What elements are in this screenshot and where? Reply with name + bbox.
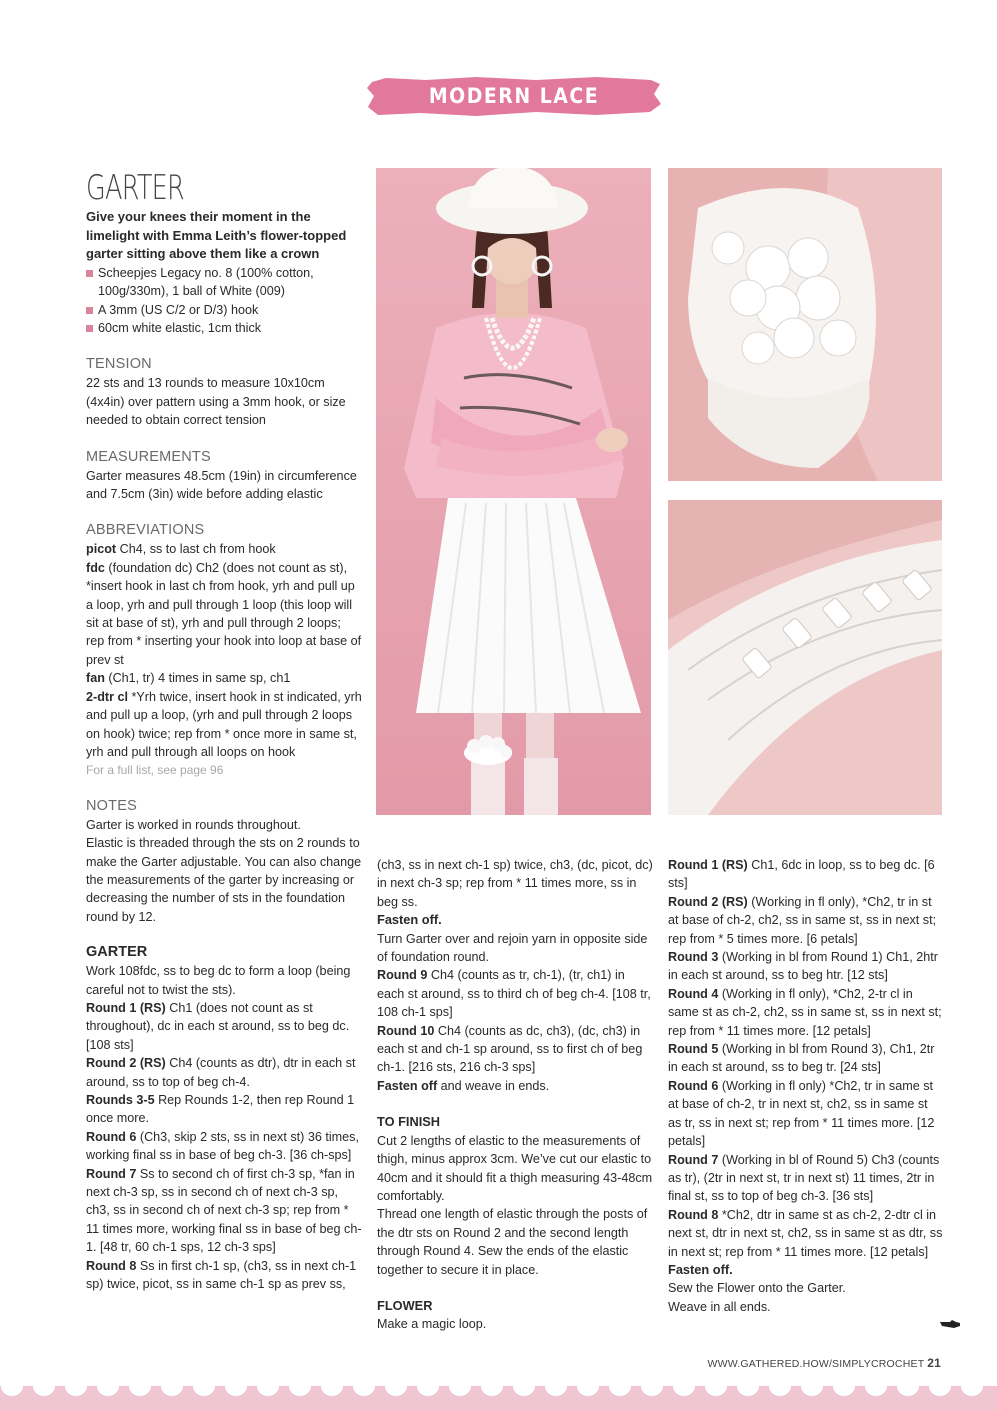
scallop-shape: [289, 1376, 311, 1396]
to-finish-heading: TO FINISH: [377, 1114, 441, 1130]
scallop-shape: [385, 1376, 407, 1396]
flower-round-7: Round 7 (Working in bl of Round 5) Ch3 (counts as tr), (2tr in next st, tr in next st) 11 times, 2tr in final st, ss to top of beg ch-3. [36 sts]: [668, 1152, 940, 1204]
flower-detail-photo: [668, 168, 942, 481]
scallop-shape: [417, 1376, 439, 1396]
scallop-shape: [545, 1376, 567, 1396]
scallop-shape: [33, 1376, 55, 1396]
rounds-3-5: Rounds 3-5 Rep Rounds 1-2, then rep Round 1 once more.: [86, 1093, 355, 1126]
scallop-shape: [577, 1376, 599, 1396]
scallop-shape: [801, 1376, 823, 1396]
finish-text-2: Thread one length of elastic through the posts of the dtr sts on Round 2 and the second length through Round 4. Sew the ends of the elastic together to secure it in place.: [377, 1207, 648, 1277]
garter-intro: Work 108fdc, ss to beg dc to form a loop (being careful not to twist the sts).: [86, 964, 351, 997]
material-item: 60cm white elastic, 1cm thick: [86, 319, 362, 337]
turn-instructions: Turn Garter over and rejoin yarn in opposite side of foundation round.: [377, 931, 648, 965]
abbr-picot: picot Ch4, ss to last ch from hook: [86, 542, 276, 557]
scallop-shape: [449, 1376, 471, 1396]
scallop-shape: [65, 1376, 87, 1396]
scallop-shape: [737, 1376, 759, 1396]
sew-instructions: Sew the Flower onto the Garter.: [668, 1281, 846, 1296]
banner-title: MODERN LACE COLLECTION: [428, 84, 600, 152]
flower-round-4: Round 4 (Working in fl only), *Ch2, 2-tr cl in same st as ch-2, ch2, ss in same st, ss in next st; rep from * 11 times more. [12 petals]: [668, 986, 942, 1038]
material-item: Scheepjes Legacy no. 8 (100% cotton, 100g/330m), 1 ball of White (009): [86, 264, 362, 301]
lace-detail-photo: [668, 500, 942, 815]
tension-text: 22 sts and 13 rounds to measure 10x10cm (4x4in) over pattern using a 3mm hook, or size needed to obtain correct tension: [86, 376, 346, 428]
materials-list: [86, 264, 362, 338]
round-1: Round 1 (RS) Ch1 (does not count as st throughout), dc in each st around, ss to beg dc. [108 sts]: [86, 1000, 350, 1052]
footer-url[interactable]: WWW.GATHERED.HOW/SIMPLYCROCHET: [707, 1358, 925, 1370]
flower-illustration: [668, 168, 942, 481]
fasten-off-weave: Fasten off and weave in ends.: [377, 1078, 550, 1093]
scallop-shape: [321, 1376, 343, 1396]
notes-text: Garter is worked in rounds throughout.: [86, 817, 301, 832]
fasten-off: Fasten off.: [377, 912, 442, 928]
round-2: Round 2 (RS) Ch4 (counts as dtr), dtr in each st around, ss to top of beg ch-4.: [86, 1056, 356, 1089]
scallop-shape: [193, 1376, 215, 1396]
intro-text: Give your knees their moment in the limelight with Emma Leith’s flower-topped garter sitting above them like a crown: [86, 209, 347, 262]
notes-heading: NOTES: [86, 797, 137, 814]
scallop-shape: [961, 1376, 983, 1396]
garter-heading: GARTER: [86, 944, 148, 961]
flower-fasten-off: Fasten off.: [668, 1261, 733, 1277]
tension-heading: TENSION: [86, 356, 152, 373]
column-3: [668, 856, 944, 1316]
collection-banner: [366, 74, 662, 152]
scallop-shape: [609, 1376, 631, 1396]
model-illustration: [376, 168, 651, 815]
scallop-shape: [929, 1376, 951, 1396]
scallop-shape: [353, 1376, 375, 1396]
scallop-shape: [769, 1376, 791, 1396]
material-item: A 3mm (US C/2 or D/3) hook: [86, 301, 362, 319]
scallop-shape: [1, 1376, 23, 1396]
round-8-continued: (ch3, ss in next ch-1 sp) twice, ch3, (dc, picot, dc) in next ch-3 sp; rep from * 11 times more, ss in beg ss.: [377, 858, 653, 909]
flower-round-5: Round 5 (Working in bl from Round 3), Ch1, 2tr in each st around, ss to beg tr. [24 sts]: [668, 1042, 935, 1075]
footer: [708, 1356, 941, 1370]
column-2: [377, 856, 653, 1334]
scallop-shape: [673, 1376, 695, 1396]
abbr-fan: fan (Ch1, tr) 4 times in same sp, ch1: [86, 671, 291, 686]
scallop-shape: [865, 1376, 887, 1396]
scallop-shape: [481, 1376, 503, 1396]
measurements-heading: MEASUREMENTS: [86, 448, 211, 465]
lace-illustration: [668, 500, 942, 815]
flower-round-8: Round 8 *Ch2, dtr in same st as ch-2, 2-dtr cl in next st, dtr in next st, ch2, ss in same st as dtr, ss in next st; rep from * 11 times more. [12 petals]: [668, 1207, 943, 1259]
full-list-link[interactable]: For a full list, see page 96: [86, 763, 224, 778]
scallop-shape: [641, 1376, 663, 1396]
scalloped-border: [0, 1376, 997, 1410]
flower-round-3: Round 3 (Working in bl from Round 1) Ch1, 2htr in each st around, ss to beg htr. [12 sts]: [668, 950, 938, 983]
flower-round-6: Round 6 (Working in fl only) *Ch2, tr in same st at base of ch-2, tr in next st, ch2, ss in same st as tr, ss in next st; rep from * 11 times more. [12 petals]: [668, 1078, 935, 1149]
round-7: Round 7 Ss to second ch of first ch-3 sp, *fan in next ch-3 sp, ss in second ch of next ch-3 sp, ch3, ss in second ch of next ch-3 sp; rep from * 11 times more, working final ss in base of beg ch-1. [48 tr, 60 ch-1 sps, 12 ch-3 sps]: [86, 1166, 362, 1255]
scallop-shape: [225, 1376, 247, 1396]
flower-text: Make a magic loop.: [377, 1317, 487, 1332]
scallop-shape: [705, 1376, 727, 1396]
weave-instructions: Weave in all ends.: [668, 1299, 771, 1314]
scallop-shape: [513, 1376, 535, 1396]
round-8: Round 8 Ss in first ch-1 sp, (ch3, ss in next ch-1 sp) twice, picot, ss in same ch-1 sp as prev ss,: [86, 1258, 357, 1292]
round-6: Round 6 (Ch3, skip 2 sts, ss in next st) 36 times, working final ss in base of beg ch-3. [36 ch-sps]: [86, 1129, 359, 1163]
scallop-shape: [897, 1376, 919, 1396]
notes-text: Elastic is threaded through the sts on 2 rounds to make the Garter adjustable. You can also change the measurements of the garter by increasing or decreasing the number of sts in the foundation round by 12.: [86, 836, 362, 924]
pattern-title: GARTER: [86, 168, 184, 208]
flower-heading: FLOWER: [377, 1297, 433, 1313]
column-1: [86, 168, 362, 1293]
flower-round-1: Round 1 (RS) Ch1, 6dc in loop, ss to beg dc. [6 sts]: [668, 858, 935, 891]
round-10: Round 10 Ch4 (counts as dc, ch3), (dc, ch3) in each st and ch-1 sp around, ss to first ch of beg ch-1. [216 sts, 216 ch-3 sps]: [377, 1023, 643, 1075]
page-number: 21: [927, 1356, 941, 1370]
scallop-shape: [161, 1376, 183, 1396]
abbr-fdc: fdc (foundation dc) Ch2 (does not count as st), *insert hook in last ch from hook, yrh and pull up a loop, yrh and pull through 1 loop (this loop will sit at base of st), yrh and pull through 2 loops; rep from * inserting your hook into loop at base of prev st: [86, 560, 362, 667]
model-photo: [376, 168, 651, 815]
scallop-shape: [257, 1376, 279, 1396]
scallop-shape: [129, 1376, 151, 1396]
flower-round-2: Round 2 (RS) (Working in fl only), *Ch2, tr in st at base of ch-2, ch2, ss in same st, ss in next st; rep from * 5 times more. [6 petals]: [668, 894, 937, 946]
round-9: Round 9 Ch4 (counts as tr, ch-1), (tr, ch1) in each st around, ss to third ch of beg ch-4. [108 tr, 108 ch-1 sps]: [377, 968, 651, 1020]
measurements-text: Garter measures 48.5cm (19in) in circumference and 7.5cm (3in) wide before adding elastic: [86, 468, 357, 502]
finish-text-1: Cut 2 lengths of elastic to the measurements of thigh, minus approx 3cm. We’ve cut our elastic to 40cm and it should fit a thigh measuring 43-48cm comfortably.: [377, 1133, 653, 1203]
pointing-hand-icon: [940, 1318, 960, 1330]
abbreviations-heading: ABBREVIATIONS: [86, 522, 205, 539]
scallop-shape: [97, 1376, 119, 1396]
abbr-2dtr-cl: 2-dtr cl *Yrh twice, insert hook in st indicated, yrh and pull up a loop, (yrh and pull through 2 loops on hook) twice; rep from * once more in same st, yrh and pull through all loops on hook: [86, 689, 362, 759]
scallop-shape: [833, 1376, 855, 1396]
